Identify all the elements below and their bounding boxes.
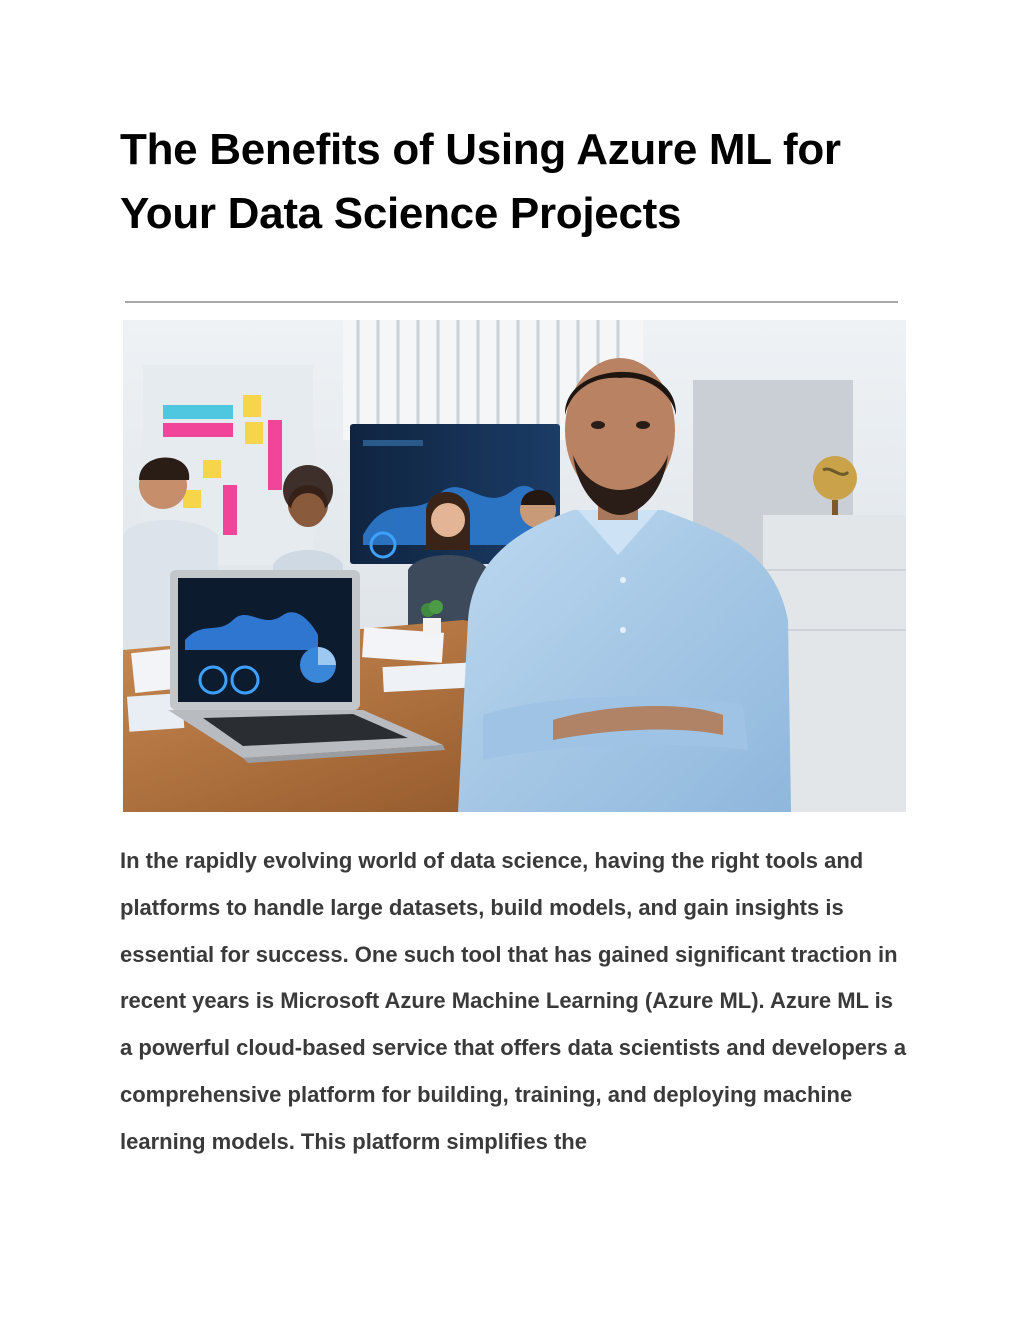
title-divider bbox=[125, 301, 898, 303]
article-title: The Benefits of Using Azure ML for Your Data Science Projects bbox=[120, 125, 841, 238]
article-body: In the rapidly evolving world of data science, having the right tools and platforms to handle large datasets, build models, and gain insights is essential for success. One such tool that has gained significant traction in recent years is Microsoft Azure Machine Learning (Azure ML). Azure ML is a powerful cloud-based service that offers data scientists and developers a comprehensive platform for building, training, and deploying machine learning models. This platform simplifies the bbox=[120, 848, 907, 1154]
plant-icon bbox=[421, 600, 443, 636]
hero-illustration bbox=[123, 320, 906, 812]
hero-image bbox=[123, 320, 906, 812]
